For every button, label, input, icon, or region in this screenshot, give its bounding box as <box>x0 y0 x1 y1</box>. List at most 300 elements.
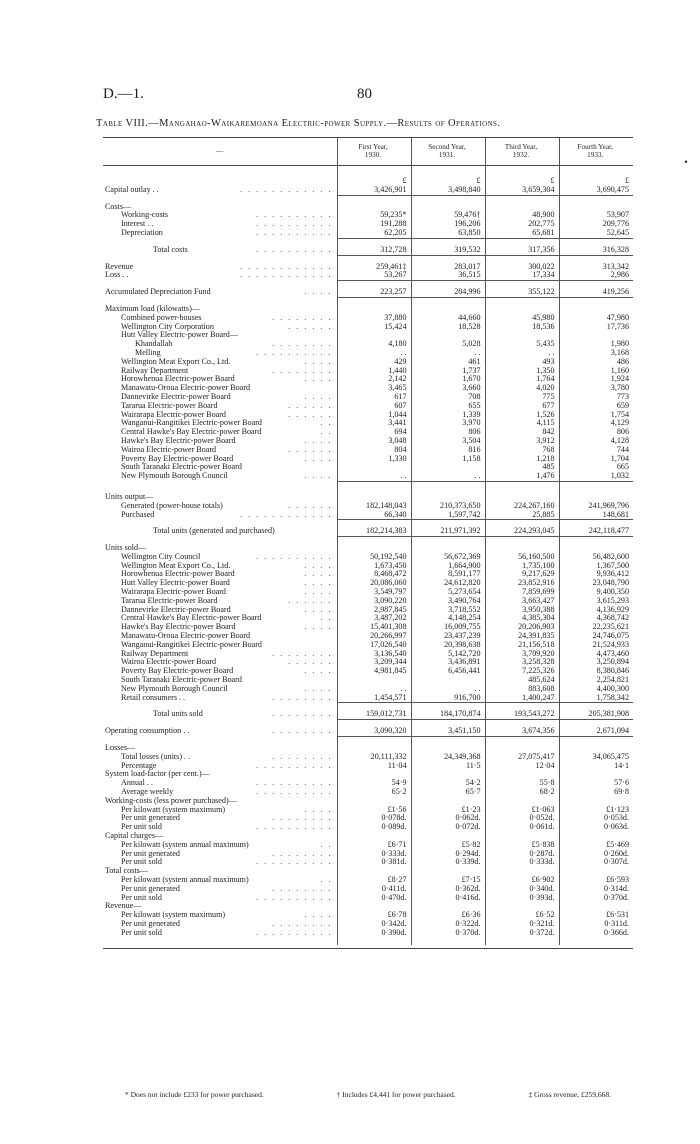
leader-dots: . . . . . . . . . . <box>256 858 333 867</box>
retail-sold-year-2: 916,700 <box>411 694 485 703</box>
tc-gen-year-2: 0·362d. <box>411 885 485 894</box>
horowhenua-sold-year-2: 8,591,177 <box>411 570 485 579</box>
row-currency <box>103 177 633 186</box>
row-revenue <box>103 263 633 272</box>
combined-year-4: 47,980 <box>559 314 633 323</box>
spacer-cell <box>337 737 411 745</box>
total-units-year-3: 224,293,045 <box>485 527 559 536</box>
leader-dots: . . <box>320 428 333 437</box>
row-label-cell <box>103 288 337 297</box>
row-label-cell <box>103 894 337 903</box>
row-label <box>105 472 333 481</box>
output-head-year-1 <box>337 493 411 502</box>
spacer-row <box>103 720 633 728</box>
row-label-cell <box>103 502 337 511</box>
capital-year-4: 3,690,475 <box>559 186 633 195</box>
row-label <box>105 402 333 411</box>
cc-sold-label: Per unit sold <box>121 858 162 867</box>
row-label <box>105 832 333 841</box>
row-label <box>105 658 333 667</box>
spacer-cell <box>559 238 633 246</box>
central-hb-load-year-4: 806 <box>559 428 633 437</box>
combined-year-2: 44,660 <box>411 314 485 323</box>
row-losses-head <box>103 744 633 753</box>
manawatu-sold-year-1: 20,266,997 <box>337 632 411 641</box>
total-costs-year-2: 319,532 <box>411 246 485 255</box>
row-label <box>105 305 333 314</box>
row-retail-sold <box>103 694 633 703</box>
wc-gen-year-2: 0·062d. <box>411 814 485 823</box>
khandallah-year-1: 4,180 <box>337 340 411 349</box>
row-total-sold <box>103 710 633 719</box>
row-label <box>105 384 333 393</box>
row-total-costs <box>103 246 633 255</box>
rev-kw-year-1: £6·78 <box>337 911 411 920</box>
leader-dots: . . . . . . . . <box>272 727 333 736</box>
rev-kw-year-2: £6·36 <box>411 911 485 920</box>
rev-kw-label: Per kilowatt (system maximum) <box>121 911 226 920</box>
row-label-cell <box>103 876 337 885</box>
wcc-sold-label: Wellington City Council <box>121 552 201 561</box>
costs-head-year-1 <box>337 203 411 212</box>
total-costs-year-3: 317,356 <box>485 246 559 255</box>
row-label <box>105 823 333 832</box>
spacer-row <box>103 537 633 545</box>
table-title-main: Table VIII.—Mangahao-Waikaremoana Electric-power Supply. <box>96 118 387 129</box>
leader-dots: . . . . <box>304 684 333 693</box>
tararua-load-year-3: 677 <box>485 402 559 411</box>
khandallah-label: Khandallah <box>135 340 173 349</box>
combined-year-3: 45,980 <box>485 314 559 323</box>
spacer-cell <box>411 520 485 528</box>
new-plymouth-sold-year-2: . . <box>411 685 485 694</box>
row-label-cell <box>103 220 337 229</box>
spacer-cell <box>485 737 559 745</box>
wc-head-year-1 <box>337 797 411 806</box>
hutt-sold-year-2: 24,612,820 <box>411 579 485 588</box>
leader-dots: . . . . . . <box>288 322 333 331</box>
spacer-row <box>103 195 633 203</box>
row-cc-gen <box>103 850 633 859</box>
row-label <box>105 744 333 753</box>
row-label <box>105 527 333 536</box>
rev-gen-label: Per unit generated <box>121 919 180 928</box>
row-rev-gen <box>103 920 633 929</box>
wcc-label: Wellington City Corporation <box>121 322 214 331</box>
leader-dots: . . . . <box>304 667 333 676</box>
manawatu-sold-year-2: 23,437,239 <box>411 632 485 641</box>
header-year-4: Fourth Year, 1933. <box>559 138 633 166</box>
working-label: Working-costs <box>121 211 169 220</box>
op-consumption-year-3: 3,674,356 <box>485 727 559 736</box>
horowhenua-load-year-3: 1,764 <box>485 375 559 384</box>
new-plymouth-load-year-3: 1,476 <box>485 472 559 481</box>
row-label-cell <box>103 246 337 255</box>
sold-head-year-2 <box>411 544 485 553</box>
wme-sold-year-3: 1,735,100 <box>485 562 559 571</box>
losses-head-year-4 <box>559 744 633 753</box>
hb-sold-year-3: 20,206,903 <box>485 623 559 632</box>
central-hb-sold-year-3: 4,385,304 <box>485 614 559 623</box>
total-losses-year-3: 27,075,417 <box>485 753 559 762</box>
row-label-cell <box>103 753 337 762</box>
wairoa-sold-year-2: 3,436,891 <box>411 658 485 667</box>
central-hb-load-label: Central Hawke's Bay Electric-power Board <box>121 428 262 437</box>
sold-head-label: Units sold— <box>105 544 147 553</box>
costs-head-year-3 <box>485 203 559 212</box>
spacer-cell <box>411 737 485 745</box>
leader-dots: . . . . . . . . . . <box>256 211 333 220</box>
horowhenua-load-year-1: 2,142 <box>337 375 411 384</box>
spacer-cell <box>411 537 485 545</box>
row-new-plymouth-load <box>103 472 633 481</box>
row-label <box>105 331 333 340</box>
rev-gen-year-1: 0·342d. <box>337 920 411 929</box>
currency-year-1: £ <box>337 177 411 186</box>
hb-sold-year-1: 15,401,308 <box>337 623 411 632</box>
wc-sold-label: Per unit sold <box>121 823 162 832</box>
row-label-cell <box>103 511 337 520</box>
wc-sold-year-3: 0·061d. <box>485 823 559 832</box>
new-plymouth-sold-year-1: . . <box>337 685 411 694</box>
row-wcc-sold <box>103 553 633 562</box>
row-dannevirke-load <box>103 393 633 402</box>
cc-kw-label: Per kilowatt (system annual maximum) <box>121 840 249 849</box>
wairoa-load-year-2: 816 <box>411 446 485 455</box>
row-label <box>105 511 333 520</box>
leader-dots: . . <box>320 419 333 428</box>
avg-weekly-year-4: 69·8 <box>559 788 633 797</box>
railway-sold-year-3: 3,709,920 <box>485 650 559 659</box>
cc-gen-label: Per unit generated <box>121 849 180 858</box>
wc-sold-year-2: 0·072d. <box>411 823 485 832</box>
row-label-cell <box>103 570 337 579</box>
wairoa-sold-year-3: 3,258,328 <box>485 658 559 667</box>
spacer-cell <box>103 195 337 203</box>
wme-load-label: Wellington Meat Export Co., Ltd. <box>121 357 231 366</box>
generated-year-4: 241,969,796 <box>559 502 633 511</box>
row-label <box>105 562 333 571</box>
horowhenua-load-label: Horowhenua Electric-power Board <box>121 375 235 384</box>
row-label-cell <box>103 762 337 771</box>
spacer-cell <box>485 281 559 289</box>
row-accum-dep <box>103 288 633 297</box>
wairarapa-sold-year-1: 3,549,797 <box>337 588 411 597</box>
interest-year-1: 191,288 <box>337 220 411 229</box>
wairoa-sold-year-1: 3,209,344 <box>337 658 411 667</box>
row-wanganui-load <box>103 419 633 428</box>
spacer-cell <box>485 195 559 203</box>
retail-sold-label: Retail consumers . . <box>121 693 186 702</box>
wairarapa-load-year-3: 1,526 <box>485 411 559 420</box>
spacer-row <box>103 703 633 711</box>
central-hb-sold-year-1: 3,487,202 <box>337 614 411 623</box>
leader-dots: . . . . . . . . <box>272 649 333 658</box>
sold-head-year-4 <box>559 544 633 553</box>
rev-kw-year-4: £6·531 <box>559 911 633 920</box>
hutt-sold-year-3: 23,852,916 <box>485 579 559 588</box>
row-label <box>105 446 333 455</box>
row-label <box>105 220 333 229</box>
row-label-cell <box>103 797 337 806</box>
row-label-cell <box>103 588 337 597</box>
row-wc-head <box>103 797 633 806</box>
row-new-plymouth-sold <box>103 685 633 694</box>
dannevirke-sold-year-3: 3,950,388 <box>485 606 559 615</box>
capital-year-2: 3,498,840 <box>411 186 485 195</box>
costs-head-year-2 <box>411 203 485 212</box>
row-label-cell <box>103 614 337 623</box>
south-taranaki-sold-year-4: 2,254,821 <box>559 676 633 685</box>
row-central-hb-sold <box>103 614 633 623</box>
leader-dots: . . . . . . . . . . . . <box>239 510 333 519</box>
spacer-cell <box>103 720 337 728</box>
leader-dots: . . . . . . . . <box>272 849 333 858</box>
row-label <box>105 929 333 938</box>
row-label-cell <box>103 858 337 867</box>
wairarapa-sold-year-4: 9,400,350 <box>559 588 633 597</box>
leader-dots: . . . . . . <box>288 410 333 419</box>
row-label-cell <box>103 263 337 272</box>
south-taranaki-load-year-2 <box>411 463 485 472</box>
tc-head-year-1 <box>337 867 411 876</box>
leader-dots: . . . . . . <box>288 501 333 510</box>
tc-head-year-3 <box>485 867 559 876</box>
railway-sold-year-1: 3,136,540 <box>337 650 411 659</box>
tc-kw-year-2: £7·15 <box>411 876 485 885</box>
leader-dots: . . . . <box>304 588 333 597</box>
leader-dots: . . . . <box>304 436 333 445</box>
maxload-head-year-2 <box>411 305 485 314</box>
percentage-year-1: 11·04 <box>337 762 411 771</box>
revenue-year-3: 300,022 <box>485 263 559 272</box>
row-label <box>105 623 333 632</box>
hb-load-label: Hawke's Bay Electric-power Board <box>121 436 236 445</box>
row-railway-sold <box>103 650 633 659</box>
tararua-sold-year-4: 3,615,293 <box>559 597 633 606</box>
row-sold-head <box>103 544 633 553</box>
row-label <box>105 667 333 676</box>
row-manawatu-sold <box>103 632 633 641</box>
central-hb-load-year-3: 842 <box>485 428 559 437</box>
row-label <box>105 553 333 562</box>
generated-year-2: 210,373,650 <box>411 502 485 511</box>
interest-label: Interest . . <box>121 220 154 229</box>
leader-dots: . . . . . . . . . . . . <box>239 262 333 271</box>
row-label <box>105 358 333 367</box>
maxload-head-year-3 <box>485 305 559 314</box>
row-avg-weekly <box>103 788 633 797</box>
row-label-cell <box>103 770 337 779</box>
interest-year-3: 202,775 <box>485 220 559 229</box>
row-label-cell <box>103 472 337 481</box>
horowhenua-load-year-2: 1,670 <box>411 375 485 384</box>
spacer-cell <box>485 720 559 728</box>
spacer-row <box>103 255 633 263</box>
row-rev-head <box>103 902 633 911</box>
row-label-cell <box>103 437 337 446</box>
row-wc-gen <box>103 814 633 823</box>
leader-dots: . . <box>320 614 333 623</box>
rev-head-label: Revenue— <box>105 902 142 911</box>
leader-dots: . . . . . . . . <box>272 919 333 928</box>
spacer-row <box>103 737 633 745</box>
cc-gen-year-2: 0·294d. <box>411 850 485 859</box>
horowhenua-sold-year-3: 9,217,629 <box>485 570 559 579</box>
spacer-cell <box>103 481 337 493</box>
leader-dots <box>245 676 333 685</box>
row-label <box>105 858 333 867</box>
dannevirke-sold-year-2: 3,718,552 <box>411 606 485 615</box>
retail-sold-year-4: 1,758,342 <box>559 694 633 703</box>
row-label-cell <box>103 920 337 929</box>
leader-dots: . . . . <box>304 561 333 570</box>
capital-year-1: 3,426,901 <box>337 186 411 195</box>
poverty-sold-year-2: 6,456,441 <box>411 667 485 676</box>
row-label <box>105 502 333 511</box>
wme-sold-year-1: 1,673,450 <box>337 562 411 571</box>
spacer-cell <box>485 166 559 178</box>
row-label <box>105 186 333 195</box>
wanganui-sold-year-2: 20,398,638 <box>411 641 485 650</box>
cc-gen-year-1: 0·333d. <box>337 850 411 859</box>
leader-dots: . . . . . . . . . . <box>256 893 333 902</box>
leader-dots <box>265 641 333 650</box>
rev-head-year-1 <box>337 902 411 911</box>
wme-load-year-4: 486 <box>559 358 633 367</box>
currency-year-2: £ <box>411 177 485 186</box>
leader-dots: . . . . . . . . . . <box>256 761 333 770</box>
header-label-cell <box>103 138 337 166</box>
leader-dots: . . . . . . . . . . <box>256 779 333 788</box>
cc-head-year-2 <box>411 832 485 841</box>
row-label-cell <box>103 623 337 632</box>
wc-gen-year-1: 0·078d. <box>337 814 411 823</box>
hb-sold-label: Hawke's Bay Electric-power Board <box>121 623 236 632</box>
spacer-cell <box>485 481 559 493</box>
output-head-year-2 <box>411 493 485 502</box>
wc-kw-year-2: £1·23 <box>411 806 485 815</box>
manawatu-sold-year-3: 24,391,835 <box>485 632 559 641</box>
leader-dots: . . . . . . . . . . <box>256 245 333 254</box>
row-label-cell <box>103 375 337 384</box>
poverty-load-year-2: 1,158 <box>411 455 485 464</box>
row-maxload-head <box>103 305 633 314</box>
total-units-label: Total units (generated and purchased) <box>153 527 275 536</box>
leader-dots: . . . . . . . . <box>272 710 333 719</box>
avg-weekly-year-1: 65·2 <box>337 788 411 797</box>
row-tararua-load <box>103 402 633 411</box>
hb-load-year-4: 4,128 <box>559 437 633 446</box>
row-label <box>105 641 333 650</box>
total-losses-year-4: 34,065,475 <box>559 753 633 762</box>
spacer-cell <box>337 166 411 178</box>
depreciation-year-4: 52,645 <box>559 229 633 238</box>
spacer-cell <box>103 520 337 528</box>
wcc-sold-year-4: 56,482,600 <box>559 553 633 562</box>
spacer-cell <box>485 703 559 711</box>
footnote-1: * Does not include £233 for power purchased. <box>125 1090 264 1099</box>
melling-label: Melling <box>135 348 161 357</box>
wc-head-label: Working-costs (less power purchased)— <box>105 796 237 805</box>
spacer-cell <box>559 281 633 289</box>
spacer-row <box>103 238 633 246</box>
spacer-cell <box>337 195 411 203</box>
spacer-cell <box>411 938 485 945</box>
wme-load-year-1: 429 <box>337 358 411 367</box>
op-consumption-year-1: 3,090,320 <box>337 727 411 736</box>
spacer-cell <box>411 297 485 305</box>
spacer-cell <box>337 703 411 711</box>
spacer-cell <box>337 720 411 728</box>
depreciation-year-1: 62,205 <box>337 229 411 238</box>
wairarapa-sold-year-2: 5,273,654 <box>411 588 485 597</box>
row-label-cell <box>103 411 337 420</box>
purchased-year-2: 1,597,742 <box>411 511 485 520</box>
wc-kw-year-1: £1·56 <box>337 806 411 815</box>
row-label-cell <box>103 384 337 393</box>
hb-sold-year-2: 16,009,755 <box>411 623 485 632</box>
cc-head-year-4 <box>559 832 633 841</box>
row-label-cell <box>103 867 337 876</box>
cc-head-year-3 <box>485 832 559 841</box>
rev-sold-label: Per unit sold <box>121 928 162 937</box>
wc-head-year-4 <box>559 797 633 806</box>
row-costs-head <box>103 203 633 212</box>
wanganui-load-year-1: 3,441 <box>337 419 411 428</box>
maxload-head-year-4 <box>559 305 633 314</box>
spacer-cell <box>559 166 633 178</box>
row-label <box>105 211 333 220</box>
row-label <box>105 885 333 894</box>
leader-dots: . . . . . . . . <box>272 366 333 375</box>
row-label-cell <box>103 885 337 894</box>
accum-dep-year-4: 419,256 <box>559 288 633 297</box>
khandallah-year-3: 5,435 <box>485 340 559 349</box>
losses-head-label: Losses— <box>105 744 136 753</box>
hutt-head-year-3 <box>485 331 559 340</box>
hb-load-year-2: 3,504 <box>411 437 485 446</box>
leader-dots: . . . . <box>304 570 333 579</box>
leader-dots: . . . . . . . . . . <box>256 552 333 561</box>
working-year-3: 48,900 <box>485 211 559 220</box>
purchased-year-3: 25,885 <box>485 511 559 520</box>
op-consumption-year-2: 3,451,150 <box>411 727 485 736</box>
rev-head-year-3 <box>485 902 559 911</box>
south-taranaki-sold-year-2 <box>411 676 485 685</box>
leader-dots: . . . . <box>304 605 333 614</box>
wairarapa-load-year-2: 1,339 <box>411 411 485 420</box>
row-label-cell <box>103 271 337 280</box>
row-output-head <box>103 493 633 502</box>
capital-year-3: 3,659,304 <box>485 186 559 195</box>
spacer-cell <box>485 297 559 305</box>
row-hb-load <box>103 437 633 446</box>
costs-head-year-4 <box>559 203 633 212</box>
row-label <box>105 867 333 876</box>
leader-dots: . . . . <box>304 472 333 481</box>
spacer-cell <box>559 195 633 203</box>
wairoa-load-label: Wairoa Electric-power Board <box>121 445 217 454</box>
row-label <box>105 797 333 806</box>
wme-load-year-3: 493 <box>485 358 559 367</box>
wanganui-load-label: Wanganui-Rangitikei Electric-power Board <box>121 419 262 428</box>
wme-sold-year-2: 1,664,900 <box>411 562 485 571</box>
tc-head-year-2 <box>411 867 485 876</box>
cc-sold-year-3: 0·333d. <box>485 858 559 867</box>
leader-dots: . . . . . . . . . . <box>256 788 333 797</box>
row-tc-sold <box>103 894 633 903</box>
